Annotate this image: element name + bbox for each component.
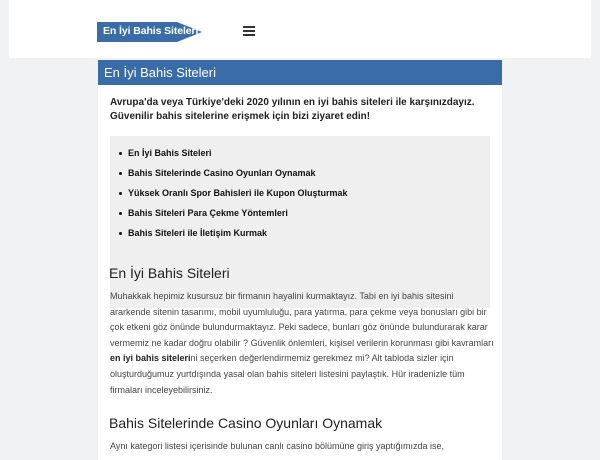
- section-heading: Bahis Sitelerinde Casino Oyunları Oynamak: [109, 415, 383, 431]
- paragraph-text: Aynı kategori listesi içerisinde bulunan canlı casino bölümüne giriş yaptığımızda ise,: [110, 441, 445, 451]
- top-header: [9, 0, 591, 58]
- section-paragraph: [110, 289, 496, 398]
- paragraph-text: Muhakkak hepimiz kusursuz bir firmanın hayalini kurmaktayız. Tabi en iyi bahis sitesini ararkende sitenin tasarımı, mobil uyumluluğu, para yatırma, para çekme veya bonusları gibi bir çok etkeni göz önünde bulundurmaktayız. Peki sadece, bunları göz önünde bulundurarak karar vermemiz ne kadar doğru olabilir ? Güvenlik önlemleri, kişisel verilerin korunması gibi kavramları: [110, 291, 494, 348]
- toc-link[interactable]: Bahis Siteleri Para Çekme Yöntemleri: [128, 208, 288, 218]
- toc-link[interactable]: Yüksek Oranlı Spor Bahisleri ile Kupon Oluşturmak: [128, 188, 348, 198]
- toc-item[interactable]: [128, 228, 267, 238]
- intro-paragraph: Avrupa'da veya Türkiye'deki 2020 yılının en iyi bahis siteleri ile karşınızdayız. Güvenilir bahis sitelerine erişmek için bizi ziyaret edin!: [110, 97, 475, 122]
- toc-item[interactable]: [128, 168, 316, 178]
- highlighted-keyword: en iyi bahis siteleri: [110, 353, 191, 364]
- page-title: En İyi Bahis Siteleri: [104, 65, 216, 80]
- paragraph-text: ni seçerken değerlendirmemiz gerekmez mi? Alt tabloda sizler için oluşturduğumuz yurtdışında yasal olan bahis siteleri listesini paylaştık. Hür iradenizle tüm firmaları inceleyebilirsiniz.: [110, 353, 465, 395]
- section-heading: En İyi Bahis Siteleri: [109, 265, 230, 281]
- table-of-contents: [110, 136, 490, 308]
- page-title-bar: [98, 60, 502, 85]
- intro-text: [110, 96, 494, 124]
- toc-item[interactable]: [128, 148, 212, 158]
- toc-link[interactable]: Bahis Siteleri ile İletişim Kurmak: [128, 228, 268, 238]
- toc-item[interactable]: [128, 208, 288, 218]
- main-content: [98, 60, 502, 460]
- toc-link[interactable]: En İyi Bahis Siteleri: [128, 148, 212, 158]
- site-logo[interactable]: [97, 22, 202, 42]
- toc-link[interactable]: Bahis Sitelerinde Casino Oyunları Oynamak: [128, 168, 316, 178]
- toc-item[interactable]: [128, 188, 348, 198]
- section-paragraph: [110, 439, 496, 455]
- logo-text: En İyi Bahis Siteleri: [103, 25, 199, 37]
- hamburger-menu-icon[interactable]: [243, 26, 255, 36]
